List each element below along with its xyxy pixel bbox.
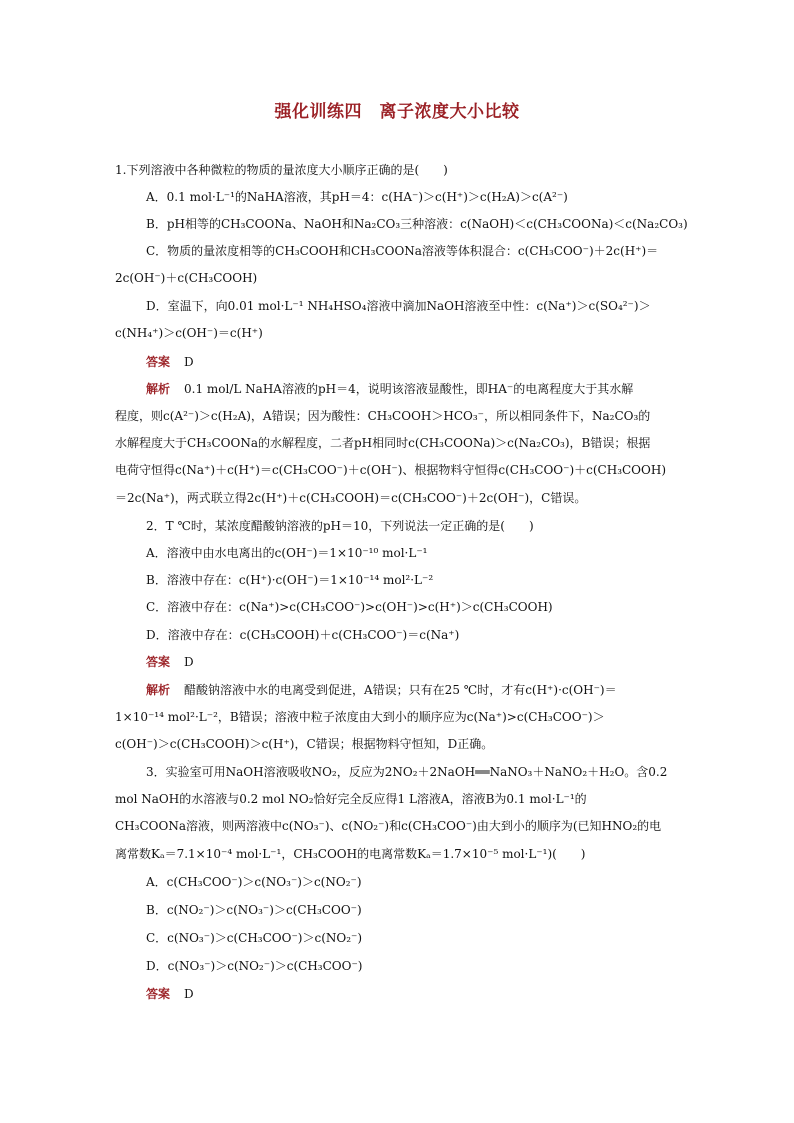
line-text: CH₃COONa溶液，则两溶液中c(NO₃⁻)、c(NO₂⁻)和c(CH₃COO⁻)由大到小的顺序为(已知HNO₂的电 xyxy=(115,819,662,833)
line-text: D xyxy=(184,987,194,1001)
analysis-label: 解析 xyxy=(146,683,171,697)
line-text: 1×10⁻¹⁴ mol²·L⁻²，B错误；溶液中粒子浓度由大到小的顺序应为c(Na⁺)>c(CH₃COO⁻)＞ xyxy=(115,710,605,724)
line-text: A．溶液中由水电离出的c(OH⁻)＝1×10⁻¹⁰ mol·L⁻¹ xyxy=(146,546,428,560)
line-text: 0.1 mol/L NaHA溶液的pH＝4，说明该溶液显酸性，即HA⁻的电离程度大于其水解 xyxy=(184,382,634,396)
text-line xyxy=(115,709,605,725)
analysis-label: 解析 xyxy=(146,382,171,396)
line-text: B．pH相等的CH₃COONa、NaOH和Na₂CO₃三种溶液：c(NaOH)＜c(CH₃COONa)＜c(Na₂CO₃) xyxy=(146,217,688,231)
text-line xyxy=(115,325,263,341)
line-text: 离常数Kₐ＝7.1×10⁻⁴ mol·L⁻¹，CH₃COOH的电离常数Kₐ＝1.7×10⁻⁵ mol·L⁻¹)( ) xyxy=(115,847,586,861)
line-text: 醋酸钠溶液中水的电离受到促进，A错误；只有在25 ℃时，才有c(H⁺)·c(OH⁻)＝ xyxy=(184,683,617,697)
text-line xyxy=(146,958,363,974)
text-line xyxy=(146,599,553,615)
text-line xyxy=(115,162,448,178)
line-text: D xyxy=(184,355,194,369)
line-text: B．溶液中存在：c(H⁺)·c(OH⁻)＝1×10⁻¹⁴ mol²·L⁻² xyxy=(146,573,434,587)
line-text: C．物质的量浓度相等的CH₃COOH和CH₃COONa溶液等体积混合：c(CH₃COO⁻)＋2c(H⁺)＝ xyxy=(146,244,659,258)
line-text: D．室温下，向0.01 mol·L⁻¹ NH₄HSO₄溶液中滴加NaOH溶液至中性：c(Na⁺)＞c(SO₄²⁻)＞ xyxy=(146,299,651,313)
text-line xyxy=(115,791,587,807)
answer-label: 答案 xyxy=(146,655,171,669)
line-text: D．c(NO₃⁻)＞c(NO₂⁻)＞c(CH₃COO⁻) xyxy=(146,959,363,973)
text-line xyxy=(146,902,362,918)
text-line xyxy=(146,682,617,698)
line-text: C．溶液中存在：c(Na⁺)>c(CH₃COO⁻)>c(OH⁻)>c(H⁺)＞c(CH₃COOH) xyxy=(146,600,553,614)
line-text: c(OH⁻)＞c(CH₃COOH)＞c(H⁺)，C错误；根据物料守恒知，D正确。 xyxy=(115,737,494,751)
text-line xyxy=(146,545,428,561)
line-text: 电荷守恒得c(Na⁺)＋c(H⁺)＝c(CH₃COO⁻)＋c(OH⁻)、根据物料守恒得c(CH₃COO⁻)＋c(CH₃COOH) xyxy=(115,463,667,477)
text-line xyxy=(146,354,194,370)
text-line xyxy=(115,818,661,834)
text-line xyxy=(115,736,493,752)
line-text: 2c(OH⁻)＋c(CH₃COOH) xyxy=(115,271,258,285)
line-text: D xyxy=(184,655,194,669)
answer-label: 答案 xyxy=(146,987,171,1001)
text-line xyxy=(146,654,194,670)
line-text: A．c(CH₃COO⁻)＞c(NO₃⁻)＞c(NO₂⁻) xyxy=(146,875,362,889)
line-text: B．c(NO₂⁻)＞c(NO₃⁻)＞c(CH₃COO⁻) xyxy=(146,903,362,917)
line-text: 1.下列溶液中各种微粒的物质的量浓度大小顺序正确的是( ) xyxy=(115,163,448,177)
line-text: 2．T ℃时，某浓度醋酸钠溶液的pH＝10，下列说法一定正确的是( ) xyxy=(146,519,534,533)
text-line xyxy=(146,189,568,205)
text-line xyxy=(146,298,651,314)
line-text: A．0.1 mol·L⁻¹的NaHA溶液，其pH＝4：c(HA⁻)＞c(H⁺)＞c(H₂A)＞c(A²⁻) xyxy=(146,190,568,204)
answer-label: 答案 xyxy=(146,355,171,369)
line-text: 程度，则c(A²⁻)＞c(H₂A)，A错误；因为酸性：CH₃COOH＞HCO₃⁻，所以相同条件下，Na₂CO₃的 xyxy=(115,409,651,423)
line-text: D．溶液中存在：c(CH₃COOH)＋c(CH₃COO⁻)＝c(Na⁺) xyxy=(146,628,460,642)
line-text: mol NaOH的水溶液与0.2 mol NO₂恰好完全反应得1 L溶液A，溶液B为0.1 mol·L⁻¹的 xyxy=(115,792,587,806)
text-line xyxy=(146,518,534,534)
text-line xyxy=(146,627,459,643)
text-line xyxy=(115,846,586,862)
text-line xyxy=(115,490,586,506)
line-text: C．c(NO₃⁻)＞c(CH₃COO⁻)＞c(NO₂⁻) xyxy=(146,931,363,945)
page-title: 强化训练四 离子浓度大小比较 xyxy=(274,102,520,122)
text-line xyxy=(146,764,667,780)
line-text: c(NH₄⁺)＞c(OH⁻)＝c(H⁺) xyxy=(115,326,263,340)
text-line xyxy=(115,408,650,424)
text-line xyxy=(146,930,362,946)
text-line xyxy=(146,243,658,259)
text-line xyxy=(115,435,650,451)
line-text: ＝2c(Na⁺)，两式联立得2c(H⁺)＋c(CH₃COOH)＝c(CH₃COO⁻)＋2c(OH⁻)，C错误。 xyxy=(115,491,587,505)
text-line xyxy=(146,572,433,588)
text-line xyxy=(146,986,194,1002)
line-text: 3．实验室可用NaOH溶液吸收NO₂，反应为2NO₂＋2NaOH══NaNO₃＋NaNO₂＋H₂O。含0.2 xyxy=(146,765,668,779)
line-text: 水解程度大于CH₃COONa的水解程度，二者pH相同时c(CH₃COONa)＞c(Na₂CO₃)，B错误；根据 xyxy=(115,436,651,450)
text-line xyxy=(146,381,633,397)
text-line xyxy=(115,270,257,286)
text-line xyxy=(115,462,666,478)
text-line xyxy=(146,874,362,890)
text-line xyxy=(146,216,688,232)
